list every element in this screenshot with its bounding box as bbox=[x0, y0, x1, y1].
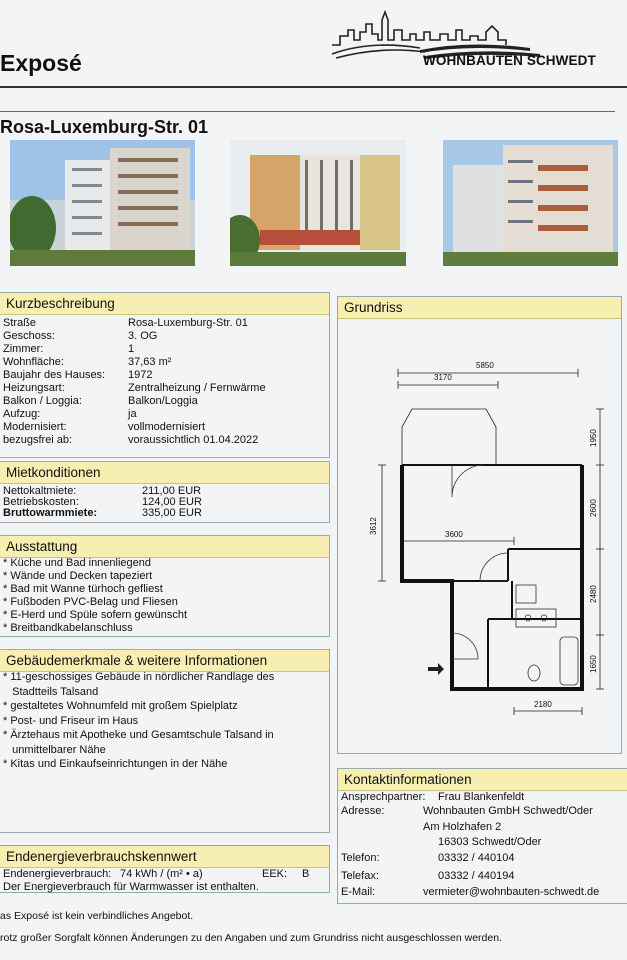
eek-label: EEK: bbox=[262, 868, 288, 880]
partner-value: Frau Blankenfeldt bbox=[438, 791, 525, 803]
energie-header: Endenergieverbrauchskennwert bbox=[0, 846, 329, 868]
dim-2600: 2600 bbox=[589, 499, 598, 517]
kurz-label: Heizungsart: bbox=[3, 382, 65, 394]
miet-label: Bruttowarmmiete: bbox=[3, 507, 98, 519]
dim-1650: 1650 bbox=[589, 655, 598, 673]
kurz-value: Zentralheizung / Fernwärme bbox=[128, 382, 266, 394]
kurz-label: Wohnfläche: bbox=[3, 356, 64, 368]
dim-3612: 3612 bbox=[369, 517, 378, 535]
logo-text: WOHNBAUTEN SCHWEDT bbox=[423, 53, 596, 68]
ausstattung-item: * E-Herd und Spüle sofern gewünscht bbox=[3, 609, 188, 621]
ausstattung-box bbox=[0, 535, 330, 637]
dim-1950: 1950 bbox=[589, 429, 598, 447]
dim-5850: 5850 bbox=[476, 361, 494, 370]
miet-value: 211,00 EUR bbox=[142, 485, 202, 497]
building-photo-1 bbox=[10, 140, 195, 266]
dim-2480: 2480 bbox=[589, 585, 598, 603]
gebaeude-line: * Ärztehaus mit Apotheke und Gesamtschule Talsand in bbox=[3, 729, 274, 741]
miet-label: Betriebskosten: bbox=[3, 496, 79, 508]
eek-value: B bbox=[302, 868, 310, 880]
title-rule bbox=[0, 86, 627, 88]
ausstattung-item: * Bad mit Wanne türhoch gefliest bbox=[3, 583, 163, 595]
dim-2180: 2180 bbox=[534, 700, 552, 709]
gebaeude-box bbox=[0, 649, 330, 833]
kurz-label: Aufzug: bbox=[3, 408, 41, 420]
energie-label: Endenergieverbrauch: bbox=[3, 868, 112, 880]
partner-label: Ansprechpartner: bbox=[341, 791, 426, 803]
ausstattung-item: * Breitbandkabelanschluss bbox=[3, 622, 133, 634]
subtitle-rule bbox=[0, 111, 615, 112]
gebaeude-line: unmittelbarer Nähe bbox=[3, 743, 106, 756]
building-photo-3 bbox=[443, 140, 618, 266]
adresse-line-2: Am Holzhafen 2 bbox=[423, 821, 502, 833]
ausstattung-header: Ausstattung bbox=[0, 536, 329, 558]
gebaeude-line: * Post- und Friseur im Haus bbox=[3, 714, 139, 727]
kurz-value: 37,63 m² bbox=[128, 356, 172, 368]
dim-3170: 3170 bbox=[434, 373, 452, 382]
kurz-value: 3. OG bbox=[128, 330, 158, 342]
kurz-value: ja bbox=[128, 408, 137, 420]
address-title: Rosa-Luxemburg-Str. 01 bbox=[0, 117, 209, 137]
kurz-label: Straße bbox=[3, 317, 37, 329]
kurz-label: Modernisiert: bbox=[3, 421, 67, 433]
dim-3600: 3600 bbox=[445, 530, 463, 539]
energie-value: 74 kWh / (m² • a) bbox=[120, 868, 203, 880]
miet-value: 124,00 EUR bbox=[142, 496, 202, 508]
ausstattung-item: * Wände und Decken tapeziert bbox=[3, 570, 153, 582]
adresse-line-3: 16303 Schwedt/Oder bbox=[438, 836, 542, 848]
kontakt-box bbox=[337, 768, 627, 904]
email-label: E-Mail: bbox=[341, 886, 376, 898]
grundriss-box bbox=[337, 296, 622, 754]
telefon-value: 03332 / 440104 bbox=[438, 852, 515, 864]
gebaeude-line: * gestaltetes Wohnumfeld mit großem Spielplatz bbox=[3, 700, 238, 712]
kurz-value: 1 bbox=[128, 343, 135, 355]
kurz-label: bezugsfrei ab: bbox=[3, 434, 73, 446]
kurz-label: Baujahr des Hauses: bbox=[3, 369, 106, 381]
grundriss-header: Grundriss bbox=[338, 297, 621, 319]
email-link[interactable]: vermieter@wohnbauten-schwedt.de bbox=[423, 886, 600, 898]
kurz-label: Geschoss: bbox=[3, 330, 55, 342]
kontakt-header: Kontaktinformationen bbox=[338, 769, 627, 791]
page-title: Exposé bbox=[0, 50, 82, 76]
ausstattung-item: * Küche und Bad innenliegend bbox=[3, 557, 152, 569]
miet-label: Nettokaltmiete: bbox=[3, 485, 77, 497]
energie-box bbox=[0, 845, 330, 893]
mietkonditionen-header: Mietkonditionen bbox=[0, 462, 329, 484]
telefax-label: Telefax: bbox=[341, 870, 379, 882]
energie-note: Der Energieverbrauch für Warmwasser ist enthalten. bbox=[3, 881, 259, 893]
adresse-label: Adresse: bbox=[341, 805, 385, 817]
kurz-value: Rosa-Luxemburg-Str. 01 bbox=[128, 317, 248, 329]
floor-plan bbox=[338, 319, 621, 753]
gebaeude-line: * 11-geschossiges Gebäude in nördlicher Randlage des bbox=[3, 671, 275, 683]
telefon-label: Telefon: bbox=[341, 852, 380, 864]
gebaeude-header: Gebäudemerkmale & weitere Informationen bbox=[0, 650, 329, 672]
ausstattung-item: * Fußboden PVC-Belag und Fliesen bbox=[3, 596, 178, 608]
kurz-value: vollmodernisiert bbox=[128, 421, 206, 433]
kurz-value: voraussichtlich 01.04.2022 bbox=[128, 434, 259, 446]
kurzbeschreibung-box bbox=[0, 292, 330, 458]
kurz-label: Zimmer: bbox=[3, 343, 44, 355]
gebaeude-line: * Kitas und Einkaufseinrichtungen in der Nähe bbox=[3, 758, 228, 770]
kurzbeschreibung-header: Kurzbeschreibung bbox=[0, 293, 329, 315]
kurz-value: Balkon/Loggia bbox=[128, 395, 198, 407]
footer-line-1: as Exposé ist kein verbindliches Angebot. bbox=[0, 910, 194, 922]
miet-value: 335,00 EUR bbox=[142, 507, 202, 519]
kurz-label: Balkon / Loggia: bbox=[3, 395, 82, 407]
footer-line-2: rotz großer Sorgfalt können Änderungen zu den Angaben und zum Grundriss nicht ausgeschlossen werden. bbox=[0, 932, 502, 944]
gebaeude-line: Stadtteils Talsand bbox=[3, 685, 99, 698]
adresse-line-1: Wohnbauten GmbH Schwedt/Oder bbox=[423, 805, 593, 817]
telefax-value: 03332 / 440194 bbox=[438, 870, 515, 882]
mietkonditionen-box bbox=[0, 461, 330, 523]
building-photo-2 bbox=[230, 140, 406, 266]
kurz-value: 1972 bbox=[128, 369, 153, 381]
